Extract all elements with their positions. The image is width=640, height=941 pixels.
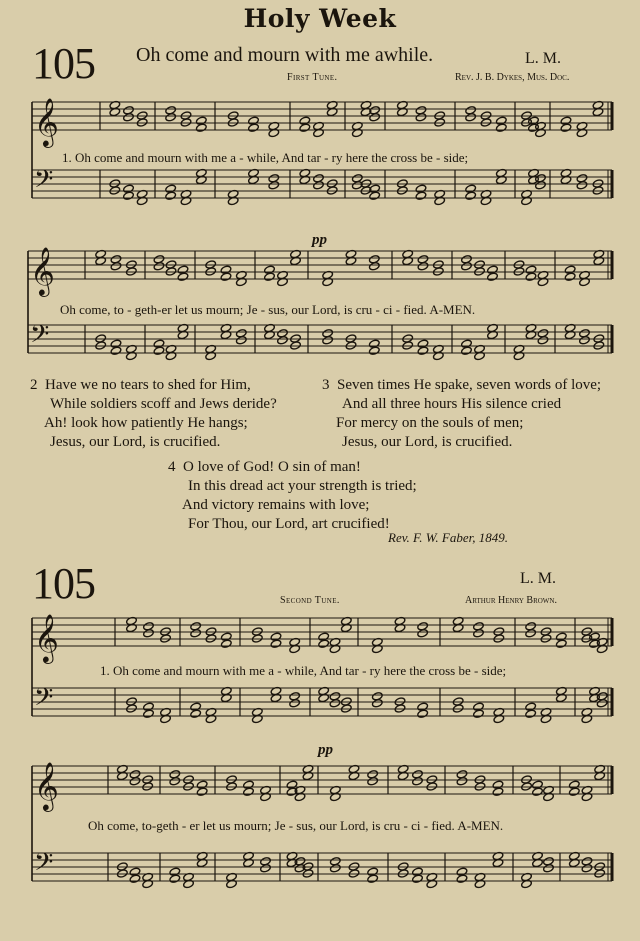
note-icon [525, 629, 537, 638]
note-icon [456, 874, 468, 883]
note-icon [264, 272, 276, 281]
note-icon [196, 123, 208, 132]
note-icon [129, 874, 141, 883]
note-icon [415, 191, 427, 200]
note-icon [330, 864, 342, 873]
note-icon [456, 777, 468, 786]
tune-label: Second Tune. [280, 595, 340, 606]
hymn-title: Oh come and mourn with me awhile. [136, 44, 434, 66]
note-icon [487, 272, 499, 281]
meter: L. M. [520, 570, 556, 587]
bass-clef-icon: 𝄢 [34, 683, 54, 718]
note-icon [412, 874, 424, 883]
note-icon [169, 874, 181, 883]
note-icon [313, 181, 325, 190]
note-icon [569, 787, 581, 796]
note-icon [236, 336, 248, 345]
note-icon [367, 777, 379, 786]
note-icon [369, 191, 381, 200]
verse-4 [168, 458, 417, 534]
note-icon [465, 191, 477, 200]
note-icon [196, 787, 208, 796]
verse-3 [322, 376, 601, 452]
note-icon [169, 777, 181, 786]
verse-2 [30, 376, 277, 452]
note-icon [177, 272, 189, 281]
note-icon [417, 709, 429, 718]
verse-line: Seven times He spake, seven words of love; [337, 377, 602, 393]
note-icon [123, 113, 135, 122]
note-icon [465, 113, 477, 122]
note-icon [417, 629, 429, 638]
note-icon [532, 787, 544, 796]
lyric-line: 1. Oh come and mourn with me a - while, And tar - ry here the cross be - side; [62, 150, 469, 165]
verse-line: Ah! look how patiently He hangs; [44, 415, 248, 431]
treble-clef-icon: 𝄞 [30, 246, 55, 295]
note-icon [143, 709, 155, 718]
verse-line: Jesus, our Lord, is crucified. [50, 434, 221, 450]
note-icon [543, 864, 555, 873]
meter: L. M. [525, 50, 561, 67]
treble-clef-icon: 𝄞 [34, 613, 59, 662]
note-icon [473, 709, 485, 718]
note-icon [417, 262, 429, 271]
note-icon [415, 113, 427, 122]
page-header: Holy Week [243, 4, 397, 33]
verse-line: For Thou, our Lord, art crucified! [188, 516, 390, 532]
note-icon [129, 777, 141, 786]
note-icon [417, 346, 429, 355]
note-icon [579, 336, 591, 345]
note-icon [537, 336, 549, 345]
note-icon [496, 123, 508, 132]
treble-clef-icon: 𝄞 [34, 97, 59, 146]
note-icon [190, 709, 202, 718]
note-icon [153, 262, 165, 271]
note-icon [461, 346, 473, 355]
note-icon [110, 346, 122, 355]
dynamic-marking: pp [318, 742, 333, 758]
note-icon [556, 639, 568, 648]
verse-number: 3 [322, 377, 330, 393]
bass-clef-icon: 𝄢 [30, 320, 50, 355]
note-icon [220, 272, 232, 281]
note-icon [525, 709, 537, 718]
bass-clef-icon: 𝄢 [34, 848, 54, 883]
attribution: Rev. F. W. Faber, 1849. [388, 530, 508, 545]
note-icon [412, 777, 424, 786]
note-icon [165, 113, 177, 122]
verse-line: O love of God! O sin of man! [183, 459, 361, 475]
dynamic-marking: pp [312, 232, 327, 248]
note-icon [110, 262, 122, 271]
lyric-line: Oh come, to-geth - er let us mourn; Je - sus, our Lord, is cru - ci - fied. A-MEN. [88, 818, 504, 833]
treble-clef-icon: 𝄞 [34, 761, 59, 810]
note-icon [289, 699, 301, 708]
note-icon [369, 262, 381, 271]
note-icon [165, 191, 177, 200]
note-icon [581, 864, 593, 873]
composer: Arthur Henry Brown. [465, 595, 557, 606]
note-icon [190, 629, 202, 638]
verse-line: For mercy on the souls of men; [336, 415, 524, 431]
note-icon [461, 262, 473, 271]
note-icon [369, 113, 381, 122]
note-icon [525, 272, 537, 281]
note-icon [143, 629, 155, 638]
verse-line: While soldiers scoff and Jews deride? [50, 396, 277, 412]
note-icon [372, 699, 384, 708]
verse-line: And victory remains with love; [182, 497, 370, 513]
note-icon [369, 346, 381, 355]
bass-clef-icon: 𝄢 [34, 165, 54, 200]
note-icon [248, 123, 260, 132]
note-icon [277, 336, 289, 345]
verse-line: Jesus, our Lord, is crucified. [342, 434, 513, 450]
lyric-line: 1. Oh come and mourn with me a - while, And tar - ry here the cross be - side; [100, 663, 507, 678]
verse-line: In this dread act your strength is tried; [188, 478, 417, 494]
note-icon [564, 272, 576, 281]
composer: Rev. J. B. Dykes, Mus. Doc. [455, 72, 570, 83]
note-icon [322, 336, 334, 345]
note-icon [329, 699, 341, 708]
note-icon [367, 874, 379, 883]
note-icon [243, 787, 255, 796]
note-icon [153, 346, 165, 355]
note-icon [560, 123, 572, 132]
hymn-number: 105 [32, 559, 95, 608]
verse-line: Have we no tears to shed for Him, [45, 377, 251, 393]
note-icon [221, 639, 233, 648]
note-icon [299, 123, 311, 132]
note-icon [268, 181, 280, 190]
lyric-line: Oh come, to - geth-er let us mourn; Je - sus, our Lord, is cru - ci - fied. A-MEN. [60, 302, 476, 317]
note-icon [123, 191, 135, 200]
note-icon [318, 639, 330, 648]
tune-label: First Tune. [287, 72, 338, 83]
verse-number: 4 [168, 459, 176, 475]
verse-number: 2 [30, 377, 38, 393]
note-icon [260, 864, 272, 873]
note-icon [576, 181, 588, 190]
note-icon [270, 639, 282, 648]
verse-line: And all three hours His silence cried [342, 396, 562, 412]
hymn-number: 105 [32, 39, 95, 88]
note-icon [473, 629, 485, 638]
note-icon [492, 787, 504, 796]
